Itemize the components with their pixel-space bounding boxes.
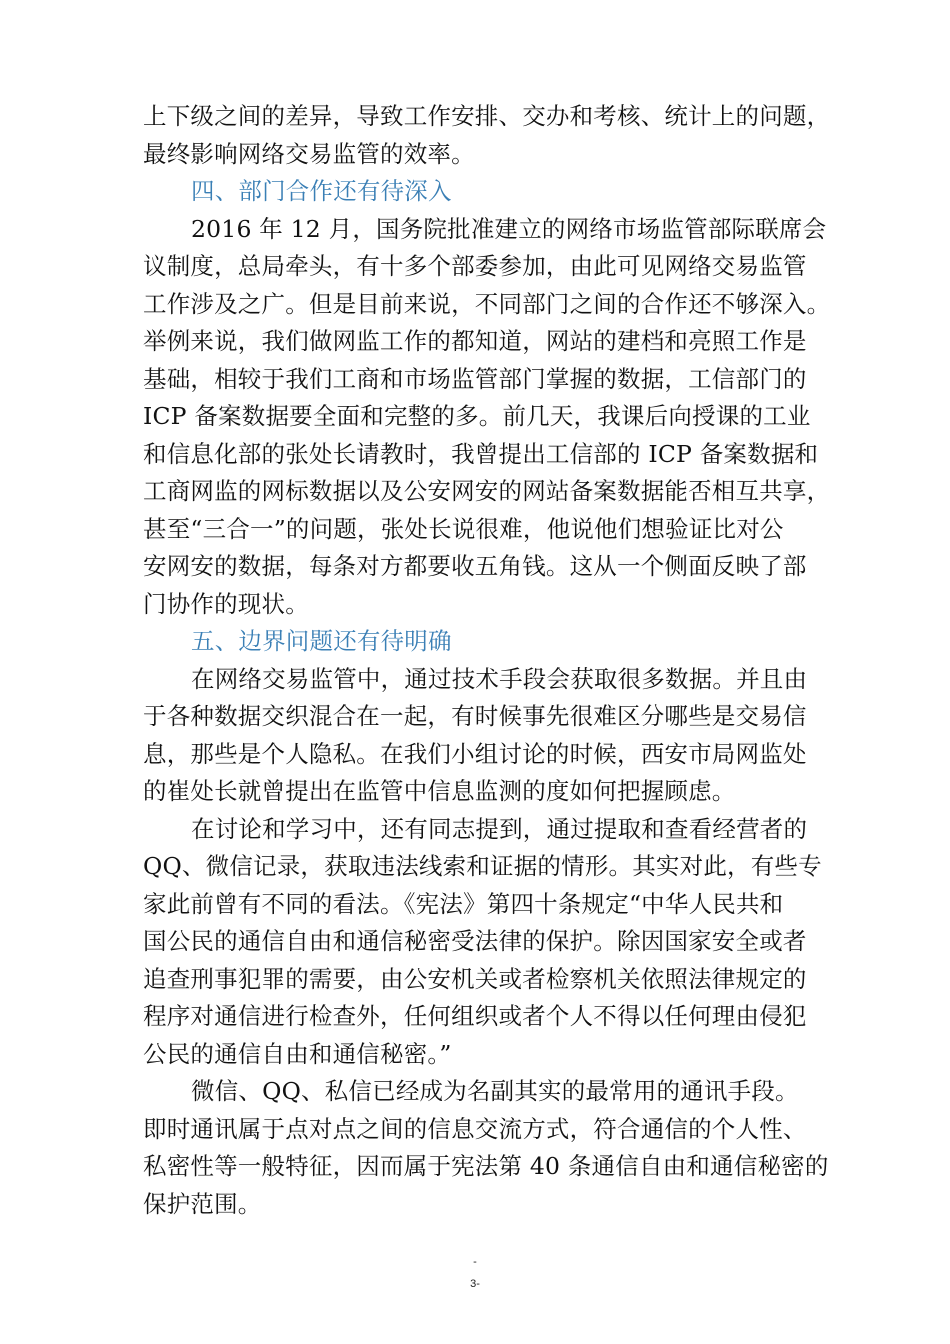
paragraph-line: QQ、微信记录，获取违法线索和证据的情形。其实对此，有些专 — [143, 852, 822, 880]
paragraph-line: 工作涉及之广。但是目前来说，不同部门之间的合作还不够深入。 — [143, 289, 831, 318]
paragraph-line: 在讨论和学习中，还有同志提到，通过提取和查看经营者的 — [191, 814, 808, 843]
paragraph-line: 私密性等一般特征，因而属于宪法第 40 条通信自由和通信秘密的 — [143, 1152, 829, 1180]
paragraph-line: 追查刑事犯罪的需要，由公安机关或者检察机关依照法律规定的 — [143, 964, 807, 993]
paragraph-line: 国公民的通信自由和通信秘密受法律的保护。除因国家安全或者 — [143, 927, 807, 955]
paragraph-line: 于各种数据交织混合在一起，有时候事先很难区分哪些是交易信 — [143, 702, 807, 730]
paragraph-line: 保护范围。 — [143, 1189, 262, 1218]
paragraph-line: 基础，相较于我们工商和市场监管部门掌握的数据，工信部门的 — [143, 364, 807, 393]
paragraph-line: 2016 年 12 月，国务院批准建立的网络市场监管部际联席会 — [191, 214, 827, 243]
paragraph-line: 公民的通信自由和通信秘密。” — [143, 1039, 452, 1068]
paragraph-line: 和信息化部的张处长请教时，我曾提出工信部的 ICP 备案数据和 — [143, 439, 819, 468]
paragraph-line: ICP 备案数据要全面和完整的多。前几天，我课后向授课的工业 — [143, 402, 811, 430]
paragraph-line: 上下级之间的差异，导致工作安排、交办和考核、统计上的问题， — [143, 102, 831, 130]
paragraph-line: 在网络交易监管中，通过技术手段会获取很多数据。并且由 — [191, 664, 808, 693]
section-heading: 五、边界问题还有待明确 — [191, 627, 452, 655]
section-heading: 四、部门合作还有待深入 — [191, 177, 452, 205]
paragraph-line: 举例来说，我们做网监工作的都知道，网站的建档和亮照工作是 — [143, 327, 807, 355]
paragraph-line: 的崔处长就曾提出在监管中信息监测的度如何把握顾虑。 — [143, 777, 736, 805]
paragraph-line: 工商网监的网标数据以及公安网安的网站备案数据能否相互共享， — [143, 477, 831, 505]
paragraph-line: 程序对通信进行检查外，任何组织或者个人不得以任何理由侵犯 — [143, 1002, 807, 1030]
paragraph-line: 即时通讯属于点对点之间的信息交流方式，符合通信的个人性、 — [143, 1114, 807, 1143]
paragraph-line: 息，那些是个人隐私。在我们小组讨论的时候，西安市局网监处 — [143, 739, 807, 768]
document-body — [143, 98, 843, 1223]
paragraph-line: 最终影响网络交易监管的效率。 — [143, 139, 475, 168]
page-footer-dash: - — [473, 1256, 477, 1268]
paragraph-line: 门协作的现状。 — [143, 589, 309, 618]
paragraph-line: 微信、QQ、私信已经成为名副其实的最常用的通讯手段。 — [191, 1077, 799, 1105]
paragraph-line: 家此前曾有不同的看法。《宪法》第四十条规定“中华人民共和 — [143, 889, 784, 918]
paragraph-line: 议制度，总局牵头，有十多个部委参加，由此可见网络交易监管 — [143, 252, 807, 280]
page-number: 3- — [470, 1278, 480, 1290]
paragraph-line: 甚至“三合一”的问题，张处长说很难，他说他们想验证比对公 — [143, 514, 784, 543]
paragraph-line: 安网安的数据，每条对方都要收五角钱。这从一个侧面反映了部 — [143, 552, 807, 580]
